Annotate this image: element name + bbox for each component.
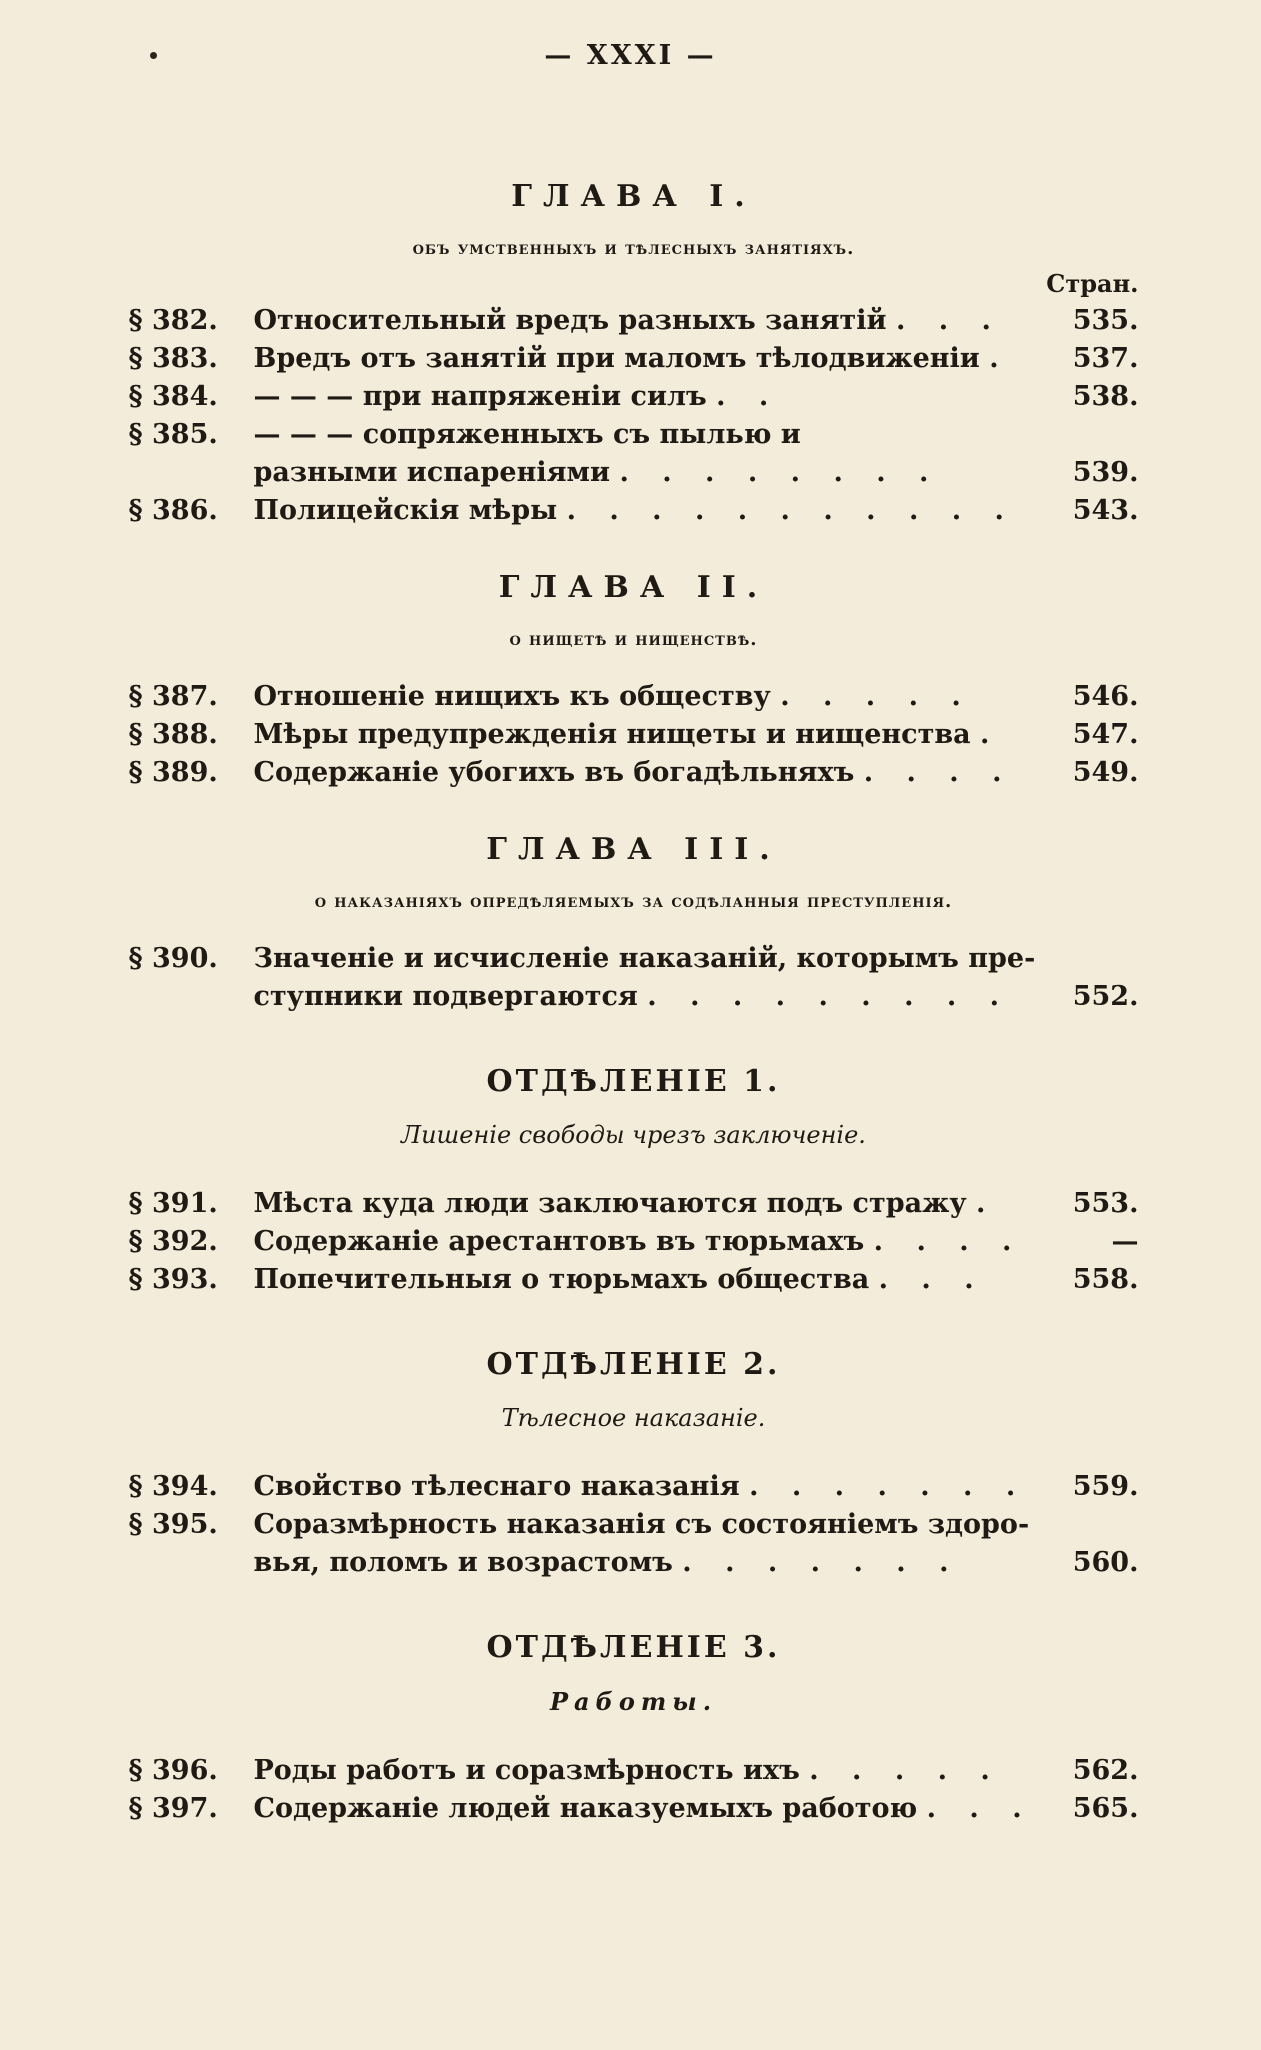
entry-title: ступники подвергаются . . . . . . . . . [253, 981, 1012, 1012]
toc-entry-continuation [129, 454, 1139, 492]
page-number: 558. [1072, 1264, 1139, 1295]
department-subtitle: Тѣлесное наказаніе. [501, 1404, 766, 1432]
entry-title: Отношеніе нищихъ къ обществу . . . . . [253, 681, 973, 712]
toc-entry [129, 754, 1139, 792]
entry-title: Относительный вредъ разныхъ занятій . . . [253, 305, 1003, 336]
section-number: § 391. [128, 1188, 218, 1219]
section-number: § 387. [128, 681, 218, 712]
toc-entry [129, 1185, 1139, 1223]
page-number: 562. [1072, 1755, 1139, 1786]
department-title: ОТДѢЛЕНІЕ 2. [486, 1347, 781, 1382]
entry-title: Содержаніе людей наказуемыхъ работою . . . [253, 1793, 1034, 1824]
toc-entry [129, 492, 1139, 530]
toc-entry [129, 302, 1139, 340]
toc-entry [129, 340, 1139, 378]
section-number: § 394. [128, 1471, 218, 1502]
section-number: § 388. [128, 719, 218, 750]
page-number: 535. [1072, 305, 1139, 336]
entry-title: Попечительныя о тюрьмахъ общества . . . [253, 1264, 986, 1295]
section-number: § 396. [128, 1755, 218, 1786]
chapter-title: ГЛАВА III. [486, 832, 781, 867]
chapter-title: ГЛАВА II. [498, 570, 769, 605]
section-number: § 392. [128, 1226, 218, 1257]
toc-list [129, 678, 1139, 792]
section-number: § 393. [128, 1264, 218, 1295]
toc-entry [129, 416, 1139, 454]
section-number: § 389. [128, 757, 218, 788]
entry-title: Мѣры предупрежденія нищеты и нищенства . [253, 719, 1002, 750]
toc-entry [129, 1223, 1139, 1261]
entry-title: Соразмѣрность наказанія съ состояніемъ здоро- [253, 1509, 1030, 1540]
department-title: ОТДѢЛЕНІЕ 1. [486, 1064, 781, 1099]
department-subtitle: Работы. [549, 1687, 718, 1716]
toc-entry [129, 1506, 1139, 1544]
page-number: 565. [1072, 1793, 1139, 1824]
entry-title: — — — при напряженіи силъ . . [253, 381, 781, 412]
chapter-subtitle: о наказаніяхъ опредѣляемыхъ за содѣланныя преступленія. [314, 891, 953, 912]
toc-entry [129, 678, 1139, 716]
entry-title: Вредъ отъ занятій при маломъ тѣлодвиженіи . [253, 343, 1011, 374]
toc-entry [129, 1468, 1139, 1506]
section-number: § 386. [128, 495, 218, 526]
entry-title: разными испареніями . . . . . . . . [253, 457, 941, 488]
toc-entry [129, 378, 1139, 416]
page-number: 553. [1072, 1188, 1139, 1219]
chapter-subtitle: объ умственныхъ и тѣлесныхъ занятіяхъ. [412, 238, 855, 259]
section-number: § 395. [128, 1509, 218, 1540]
toc-list [129, 1468, 1139, 1582]
entry-title: Полицейскія мѣры . . . . . . . . . . . [253, 495, 1016, 526]
page-number: 543. [1072, 495, 1139, 526]
toc-entry [129, 1752, 1139, 1790]
entry-title: Содержаніе убогихъ въ богадѣльняхъ . . . . [253, 757, 1014, 788]
contents-block [129, 179, 1139, 1828]
toc-entry-continuation [129, 1544, 1139, 1582]
section-number: § 384. [128, 381, 218, 412]
toc-list [129, 302, 1139, 530]
page-number: 552. [1072, 981, 1139, 1012]
entry-title: Содержаніе арестантовъ въ тюрьмахъ . . . . [253, 1226, 1024, 1257]
section-number: § 390. [128, 943, 218, 974]
section-number: § 385. [128, 419, 218, 450]
toc-list [129, 940, 1139, 1016]
section-number: § 382. [128, 305, 218, 336]
toc-list [129, 1752, 1139, 1828]
entry-title: вья, поломъ и возрастомъ . . . . . . . [253, 1547, 961, 1578]
entry-title: Значеніе и исчисленіе наказаній, которымъ пре- [253, 943, 1036, 974]
section-number: § 397. [128, 1793, 218, 1824]
chapter-title: ГЛАВА I. [511, 179, 756, 214]
toc-entry [129, 1790, 1139, 1828]
page-number: 537. [1072, 343, 1139, 374]
page-number: 547. [1072, 719, 1139, 750]
page-number: 538. [1072, 381, 1139, 412]
page-column-label: Стран. [1046, 269, 1139, 298]
page-number: 549. [1072, 757, 1139, 788]
entry-title: Свойство тѣлеснаго наказанія . . . . . . . [253, 1471, 1028, 1502]
section-number: § 383. [128, 343, 218, 374]
page-number: 546. [1072, 681, 1139, 712]
ink-spot [150, 52, 157, 59]
toc-entry [129, 940, 1139, 978]
department-subtitle: Лишеніе свободы чрезъ заключеніе. [401, 1121, 866, 1149]
page-number: 560. [1072, 1547, 1139, 1578]
page-number: — [1111, 1226, 1139, 1257]
page-number: 539. [1072, 457, 1139, 488]
page-number: 559. [1072, 1471, 1139, 1502]
entry-title: — — — сопряженныхъ съ пылью и [253, 419, 801, 450]
toc-entry [129, 1261, 1139, 1299]
entry-title: Мѣста куда люди заключаются подъ стражу . [253, 1188, 998, 1219]
page-header: — XXXI — [544, 40, 717, 71]
toc-entry [129, 716, 1139, 754]
entry-title: Роды работъ и соразмѣрность ихъ . . . . . [253, 1755, 1002, 1786]
toc-list [129, 1185, 1139, 1299]
toc-entry-continuation [129, 978, 1139, 1016]
chapter-subtitle: о нищетѣ и нищенствѣ. [509, 629, 758, 650]
department-title: ОТДѢЛЕНІЕ 3. [486, 1630, 781, 1665]
